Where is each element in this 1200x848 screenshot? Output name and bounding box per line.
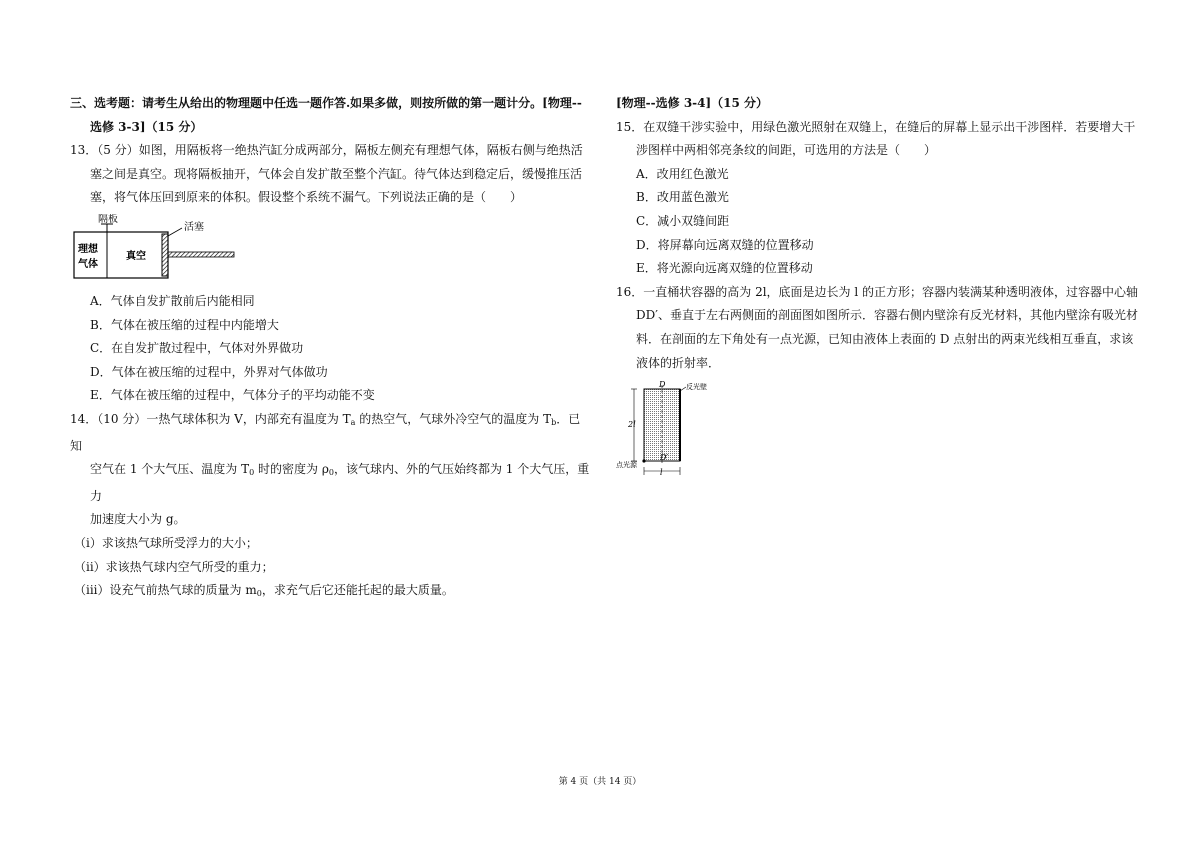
piston-rod xyxy=(168,252,234,257)
q16-stem-line3: 料．在剖面的左下角处有一点光源，已知由液体上表面的 D 点射出的两束光线相互垂直，求该 xyxy=(636,331,1134,346)
question-16 xyxy=(616,281,1156,477)
q16-stem-line4: 液体的折射率． xyxy=(636,355,721,370)
left-column xyxy=(70,92,590,606)
right-column xyxy=(616,92,1156,483)
q13-stem-line1: 13．（5 分）如图，用隔板将一绝热汽缸分成两部分，隔板左侧充有理想气体，隔板右侧与绝热活 xyxy=(70,143,583,158)
section-title-3-3-cont: 选修 3-3]（15 分） xyxy=(90,119,203,134)
q16-container-figure xyxy=(616,381,1156,477)
piston-label: 活塞 xyxy=(184,221,204,233)
q16-stem-line2: DD′、垂直于左右两侧面的剖面图如图所示．容器右侧内壁涂有反光材料，其他内壁涂有吸光材 xyxy=(636,308,1138,323)
label-width: l xyxy=(660,468,663,478)
piston xyxy=(162,234,168,276)
q14-part-ii: （ii）求该热气球内空气所受的重力； xyxy=(74,559,274,574)
light-source xyxy=(642,460,645,463)
label-d-prime: D′ xyxy=(660,453,669,463)
q13-option-e: E．气体在被压缩的过程中，气体分子的平均动能不变 xyxy=(90,388,375,403)
question-13 xyxy=(70,139,590,408)
q15-option-c: C．减小双缝间距 xyxy=(636,213,730,228)
section-title-3-3: 三、选考题：请考生从给出的物理题中任选一题作答.如果多做，则按所做的第一题计分。[物理-- xyxy=(70,96,582,110)
q14-part-iii: （iii）设充气前热气球的质量为 $m_0$，求充气后它还能托起的最大质量。 xyxy=(74,583,454,599)
q15-option-e: E．将光源向远离双缝的位置移动 xyxy=(636,261,813,276)
q13-stem-line2: 塞之间是真空。现将隔板抽开，气体会自发扩散至整个汽缸。待气体达到稳定后，缓慢推压活 xyxy=(90,166,583,181)
cylinder-body xyxy=(74,232,168,278)
label-d: D xyxy=(659,381,666,390)
q13-option-d: D．气体在被压缩的过程中，外界对气体做功 xyxy=(90,364,328,379)
q15-option-a: A．改用红色激光 xyxy=(636,166,729,181)
q13-cylinder-figure xyxy=(70,214,590,284)
q14-stem-line2: 空气在 1 个大气压、温度为 $T_0$ 时的密度为 $\rho_0$，该气球内、外的气压始终都为 1 个大气压，重力 xyxy=(90,462,590,503)
q13-stem-line3: 塞，将气体压回到原来的体积。假设整个系统不漏气。下列说法正确的是（ ） xyxy=(90,190,523,205)
gas-label-2: 气体 xyxy=(78,258,98,270)
container-diagram xyxy=(616,381,726,477)
q13-option-c: C．在自发扩散过程中，气体对外界做功 xyxy=(90,341,304,356)
q14-part-i: （i）求该热气球所受浮力的大小； xyxy=(74,535,258,550)
section-title-3-4: [物理--选修 3-4]（15 分） xyxy=(616,96,769,110)
q14-stem-line3: 加速度大小为 g。 xyxy=(90,512,186,527)
question-15 xyxy=(616,116,1156,281)
question-14 xyxy=(70,408,590,606)
cylinder-diagram xyxy=(70,214,270,284)
vacuum-label: 真空 xyxy=(126,250,146,262)
label-height: 2l xyxy=(628,420,636,430)
label-reflective: 反光壁 xyxy=(686,383,707,392)
q15-option-b: B．改用蓝色激光 xyxy=(636,190,729,205)
q13-option-a: A．气体自发扩散前后内能相同 xyxy=(90,293,255,308)
partition-label: 隔板 xyxy=(98,213,118,225)
label-source: 点光源 xyxy=(616,461,637,470)
q15-stem-line1: 15．在双缝干涉实验中，用绿色激光照射在双缝上，在缝后的屏幕上显示出干涉图样．若要增大干 xyxy=(616,119,1136,134)
q13-option-b: B．气体在被压缩的过程中内能增大 xyxy=(90,317,279,332)
q15-stem-line2: 涉图样中两相邻亮条纹的间距，可选用的方法是（ ） xyxy=(636,143,937,158)
q14-stem-line1: 14．（10 分）一热气球体积为 V，内部充有温度为 $T_a$ 的热空气，气球外冷空气的温度为 $T_b$．已知 xyxy=(70,411,581,453)
q15-option-d: D．将屏幕向远离双缝的位置移动 xyxy=(636,237,814,252)
page-footer: 第 4 页（共 14 页） xyxy=(558,777,642,787)
q16-stem-line1: 16．一直桶状容器的高为 2l，底面是边长为 l 的正方形；容器内装满某种透明液体，过容器中心轴 xyxy=(616,284,1139,299)
gas-label-1: 理想 xyxy=(78,243,98,255)
